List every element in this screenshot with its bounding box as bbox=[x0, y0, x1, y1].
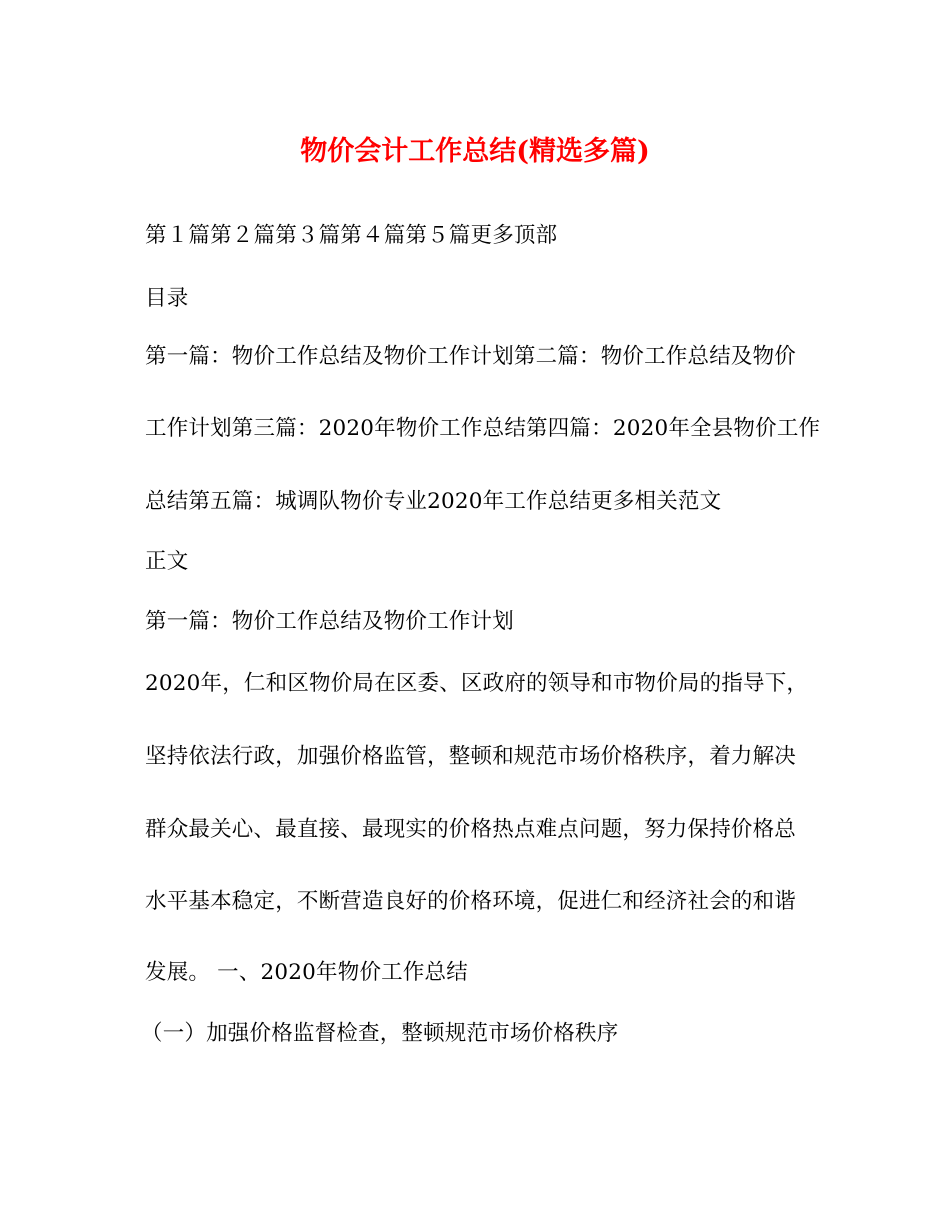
paragraph-line: 水平基本稳定，不断营造良好的价格环境，促进仁和经济社会的和谐 bbox=[145, 889, 797, 914]
section-nav: 第１篇第２篇第３篇第４篇第５篇更多顶部 bbox=[145, 223, 558, 248]
body-heading: 正文 bbox=[145, 549, 189, 574]
subsection-heading: （一）加强价格监督检查，整顿规范市场价格秩序 bbox=[141, 1021, 619, 1046]
toc-line: 总结第五篇：城调队物价专业2020年工作总结更多相关范文 bbox=[145, 489, 722, 514]
toc-heading: 目录 bbox=[145, 286, 189, 311]
toc-line: 第一篇：物价工作总结及物价工作计划第二篇：物价工作总结及物价 bbox=[145, 344, 797, 369]
paragraph-line: 群众最关心、最直接、最现实的价格热点难点问题，努力保持价格总 bbox=[145, 817, 797, 842]
paragraph-line: 发展。 一、2020年物价工作总结 bbox=[145, 960, 468, 985]
document-title: 物价会计工作总结(精选多篇) bbox=[300, 136, 650, 167]
section-title: 第一篇：物价工作总结及物价工作计划 bbox=[145, 609, 514, 634]
paragraph-line: 坚持依法行政，加强价格监管，整顿和规范市场价格秩序，着力解决 bbox=[145, 744, 797, 769]
toc-line: 工作计划第三篇：2020年物价工作总结第四篇：2020年全县物价工作 bbox=[145, 416, 821, 441]
paragraph-line: 2020年，仁和区物价局在区委、区政府的领导和市物价局的指导下， bbox=[145, 671, 809, 696]
